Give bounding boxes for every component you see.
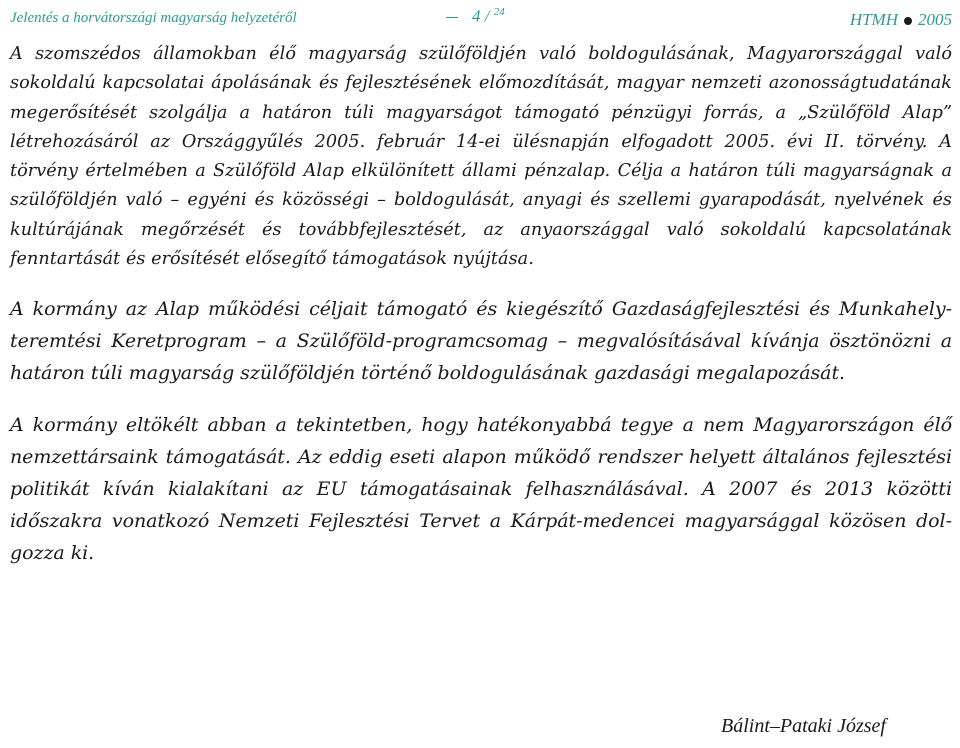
header-org: HTMH [849, 10, 898, 29]
running-title: Jelentés a horvátországi magyarság helyzetéről [10, 10, 297, 26]
paragraph-1: A szomszédos államokban élő magyarság szülőföldjén való boldogulásának, Magyarországgal való sokoldalú kapcsolatai ápolásának és fejlesztésének előmozdítását, magyar nemzeti azonosságtudatának megerősítését szolgálja a határon túli magyarságot támogató pénzügyi forrás, a „Szülőföld Alap” létrehozásáról az Országgyűlés 2005. február 14-ei ülésnapján elfogadott 2005. évi II. törvény. A törvény értelmében a Szülőföld Alap elkülönített állami pénzalap. Célja a határon túli magyarságnak a szülőföldjén való – egyéni és közösségi – boldogulását, anyagi és szellemi gyarapodását, nyelvének és kultúrájának megőrzését és továbbfejlesztését, az anyaországgal való sokoldalú kapcsolatának fenntartását és erősítését elősegítő támogatások nyújtása. [10, 44, 952, 270]
signature: Bálint–Pataki József [721, 715, 886, 737]
header-org-year [850, 10, 952, 30]
page-header [10, 6, 952, 36]
header-year: 2005 [918, 10, 952, 29]
page-number-dash [446, 17, 458, 18]
page-current: 4 [472, 6, 481, 26]
page-total: 24 [493, 6, 505, 18]
page-number: 4 / $^{24}$ [446, 6, 505, 27]
paragraph-2: A kormány az Alap működési céljait támogató és kiegészítő Gazdaságfejlesztési és Munkahely-teremtési Keretprogram – a Szülőföld-programcsomag – megvalósításával kívánja ösztönözni a határon túli magyarság szülőföldjén történő boldogulásának gazdasági megalapozását. [10, 298, 952, 385]
bullet-dot-icon [904, 17, 912, 25]
paragraph-3: A kormány eltökélt abban a tekintetben, hogy hatékonyabbá tegye a nem Magyarországon élő nemzettársaink támogatását. Az eddig eseti alapon működő rendszer helyett általános fejlesztési politikát kíván kialakítani az EU támogatásainak felhasználásával. A 2007 és 2013 közötti időszakra vonatkozó Nemzeti Fejlesztési Tervet a Kárpát-medencei magyarsággal közösen dolgozza ki. [10, 414, 952, 565]
document-body [10, 40, 952, 569]
